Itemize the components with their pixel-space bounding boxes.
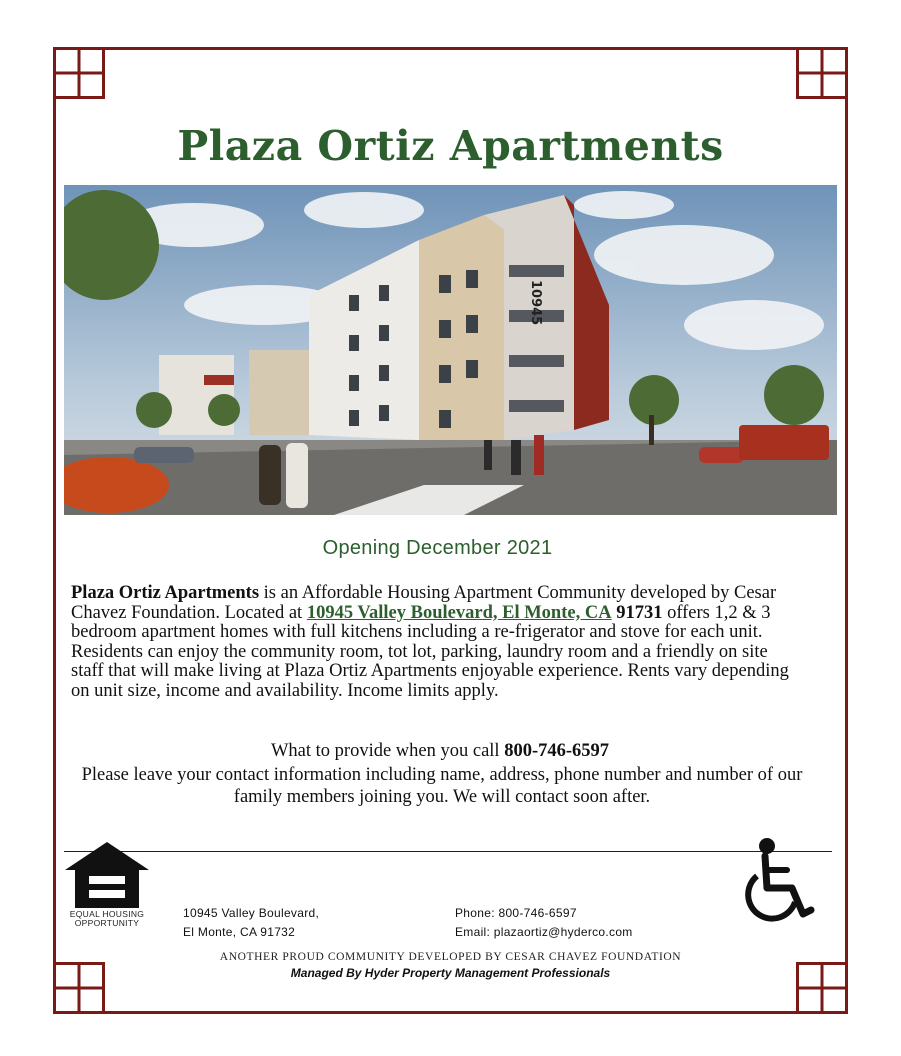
- leave-info-text: Please leave your contact information including name, address, phone number and number of our family members joining you. We will contact soon after.: [81, 765, 803, 807]
- house-icon: [63, 840, 151, 910]
- contact-block: [455, 904, 633, 942]
- address-line2: El Monte, CA 91732: [183, 925, 296, 939]
- corner-ornament-top-right: [796, 47, 848, 99]
- eho-line1: EQUAL HOUSING: [69, 909, 145, 919]
- contact-email[interactable]: Email: plazaortiz@hyderco.com: [455, 925, 633, 939]
- property-name: Plaza Ortiz Apartments: [71, 583, 260, 603]
- wheelchair-accessible-icon: [737, 836, 821, 928]
- corner-ornament-top-left: [53, 47, 105, 99]
- description-part1: is an Affordable Housing Apartment Community developed by Cesar Chavez Foundation. Located at: [71, 583, 777, 623]
- address-block: [183, 904, 319, 942]
- divider: [64, 851, 832, 852]
- call-prefix: What to provide when you call: [270, 741, 505, 761]
- call-phone[interactable]: 800-746-6597: [504, 741, 610, 761]
- description-part2: offers 1,2 & 3 bedroom apartment homes with full kitchens including a re-frigerator and stove for each unit. Residents can enjoy the community room, tot lot, parking, laundry room and a friendly on site staff that will make living at Plaza Ortiz Apartments enjoyable experience. Rents vary depending on unit size, income and availability. Income limits apply.: [71, 602, 789, 701]
- building-number-sign: 10945: [528, 280, 543, 326]
- call-line: [0, 741, 880, 762]
- eho-line2: OPPORTUNITY: [74, 918, 140, 928]
- description-paragraph: [71, 584, 801, 702]
- page-title: Plaza Ortiz Apartments: [177, 122, 724, 170]
- building-rendering-image: [64, 185, 837, 515]
- address-line1: 10945 Valley Boulevard,: [183, 906, 320, 920]
- contact-phone[interactable]: Phone: 800-746-6597: [455, 906, 577, 920]
- equal-housing-logo: [63, 840, 151, 930]
- opening-date: Opening December 2021: [322, 537, 553, 559]
- zip-code: 91731: [616, 602, 663, 623]
- footer-developer: ANOTHER PROUD COMMUNITY DEVELOPED BY CESAR CHAVEZ FOUNDATION: [219, 951, 682, 963]
- address-link[interactable]: 10945 Valley Boulevard, El Monte, CA: [306, 602, 612, 623]
- footer-manager: Managed By Hyder Property Management Professionals: [290, 966, 611, 980]
